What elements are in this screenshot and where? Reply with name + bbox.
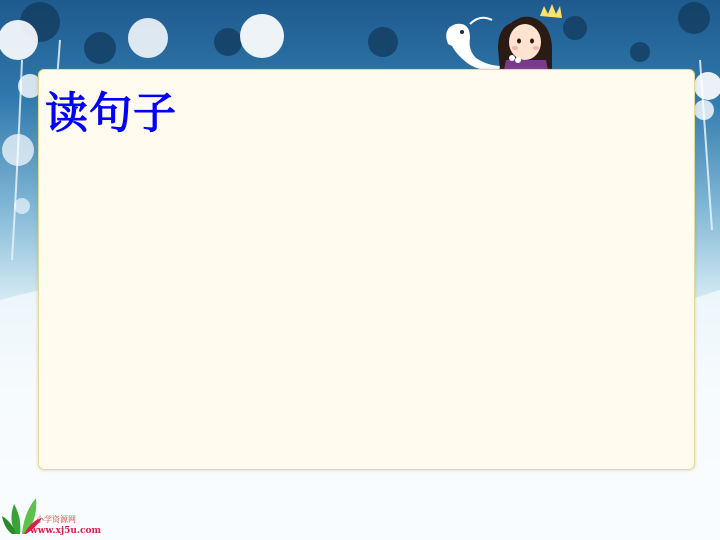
girl-illustration bbox=[498, 4, 562, 70]
logo-url: www.xj5u.com bbox=[30, 526, 102, 536]
logo-name: 小学资源网 bbox=[36, 515, 76, 524]
swan-illustration bbox=[446, 18, 502, 71]
slide-title: 读句子 bbox=[45, 89, 177, 139]
